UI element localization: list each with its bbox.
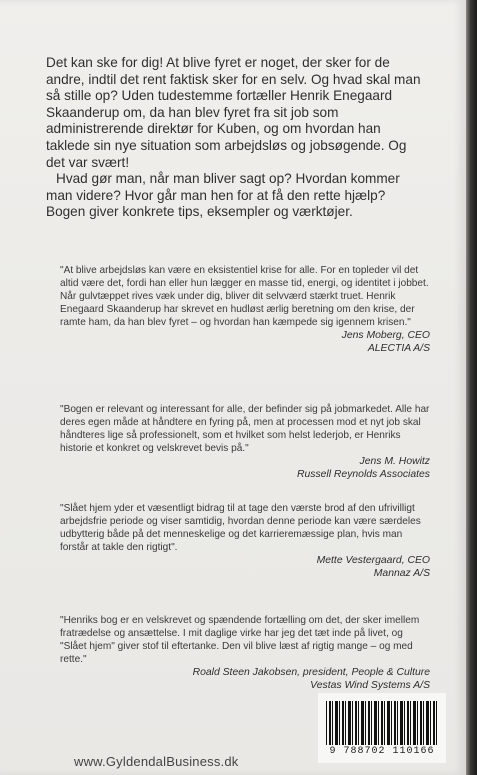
testimonial-author: Roald Steen Jakobsen, president, People & Culture (192, 667, 430, 679)
testimonial-organization: ALECTIA A/S (367, 343, 430, 355)
testimonial (60, 264, 430, 355)
isbn-number: 9 788702 110166 (329, 746, 435, 757)
testimonial-text: "Bogen er relevant og interessant for alle, der befinder sig på jobmarkedet. Alle har deres egen måde at håndtere en fyring på, men at processen mod et nyt job skal håndteres lige så professionelt, som et hvilket som helst lederjob, er Henriks historie et konkret og velskrevet bevis på." (60, 404, 430, 455)
testimonial-author: Jens Moberg, CEO (341, 330, 430, 342)
publisher-website: www.GyldendalBusiness.dk (74, 754, 239, 769)
testimonial-author: Jens M. Howitz (359, 456, 430, 468)
blurb-paragraph-1: Det kan ske for dig! At blive fyret er noget, der sker for de andre, indtil det rent faktisk sker for en selv. Og hvad skal man så stille op? Uden tudestemme fortæller Henrik Enegaard Skaanderup om, da han blev fyret fra sit job som administrerende direktør for Kuben, og om hvordan han taklede sin nye situation som arbejdsløs og jobsøgende. Og det var svært! (46, 55, 421, 170)
testimonial-organization: Russell Reynolds Associates (296, 469, 430, 481)
testimonial-text: "Slået hjem yder et væsentligt bidrag til at tage den værste brod af den ufrivilligt arbejdsfrie periode og viser samtidig, hvordan denne periode kan være særdeles udbytterig både på det menneskelige og det karrieremæssige plan, hvis man forstår at takle den rigtigt". (60, 503, 421, 554)
blurb (46, 55, 426, 221)
blurb-paragraph-2: Hvad gør man, når man bliver sagt op? Hvordan kommer man videre? Hvor går man hen for at få den rette hjælp? Bogen giver konkrete tips, eksempler og værktøjer. (46, 171, 400, 220)
testimonial-text: "At blive arbejdsløs kan være en eksistentiel krise for alle. For en topleder vil det altid være det, fordi han eller hun lægger en masse tid, energi, og identitet i jobbet. Når gulvtæppet rives væk under dig, bliver dit selvværd stærkt truet. Henrik Enegaard Skaanderup har skrevet en hudløst ærlig beretning om den krise, der ramte ham, da han blev fyret – og hvordan han kæmpede sig igennem krisen." (60, 265, 429, 329)
isbn-barcode (318, 693, 446, 763)
testimonial (60, 614, 430, 692)
testimonial (60, 502, 430, 580)
barcode-bars (326, 701, 438, 745)
testimonial (60, 403, 430, 481)
testimonial-organization: Mannaz A/S (373, 568, 430, 580)
testimonial-text: "Henriks bog er en velskrevet og spændende fortælling om det, der sker imellem fratrædelse og ansættelse. I mit daglige virke har jeg det tæt inde på livet, og "Slået hjem" giver stof til eftertanke. Den vil blive læst af rigtig mange – og med rette." (60, 615, 420, 666)
testimonial-author: Mette Vestergaard, CEO (316, 555, 430, 567)
book-edge (466, 0, 477, 775)
testimonial-organization: Vestas Wind Systems A/S (310, 680, 430, 692)
